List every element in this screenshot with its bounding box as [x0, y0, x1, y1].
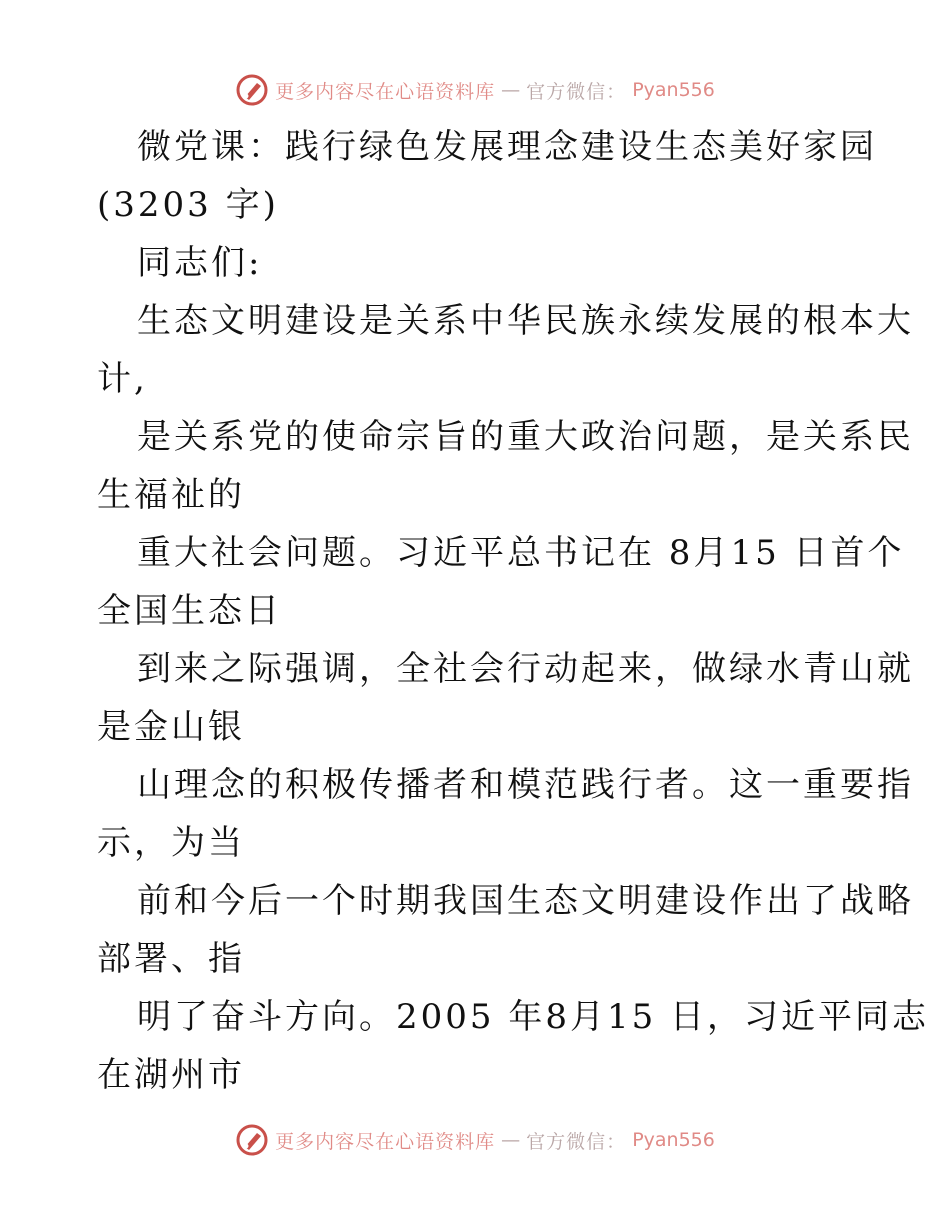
document-body	[97, 118, 930, 1104]
text-line: 前和今后一个时期我国生态文明建设作出了战略	[137, 881, 914, 921]
text-line: 是关系党的使命宗旨的重大政治问题，是关系民	[137, 417, 914, 457]
watermark-handle: Pyan556	[632, 1129, 715, 1151]
text-line: 部署、指	[97, 939, 245, 979]
pen-logo-icon	[235, 73, 269, 107]
pen-logo-icon	[235, 1123, 269, 1157]
text-line: 是金山银	[97, 707, 245, 747]
text-line: 生福祉的	[97, 475, 245, 515]
watermark-footer	[0, 1120, 950, 1160]
text-line: 到来之际强调，全社会行动起来，做绿水青山就	[137, 649, 914, 689]
text-line: 计,	[97, 359, 148, 399]
text-line: 示，为当	[97, 823, 245, 863]
watermark-separator: —	[501, 1129, 521, 1151]
text-line: 重大社会问题。习近平总书记在 8月15 日首个	[137, 533, 905, 573]
text-line: 全国生态日	[97, 591, 282, 631]
text-line: 明了奋斗方向。2005 年8月15 日，习近平同志	[137, 997, 930, 1037]
text-line: (3203 字)	[97, 185, 279, 225]
text-line: 生态文明建设是关系中华民族永续发展的根本大	[137, 301, 914, 341]
watermark-main-text: 更多内容尽在心语资料库	[275, 1130, 496, 1153]
watermark-header	[0, 70, 950, 110]
watermark-tail-text: 官方微信：	[526, 80, 627, 103]
watermark-tail-text: 官方微信：	[526, 1130, 627, 1153]
text-line: 在湖州市	[97, 1055, 245, 1095]
text-line: 山理念的积极传播者和模范践行者。这一重要指	[137, 765, 914, 805]
watermark-handle: Pyan556	[632, 79, 715, 101]
watermark-main-text: 更多内容尽在心语资料库	[275, 80, 496, 103]
text-line: 同志们:	[137, 243, 263, 283]
watermark-separator: —	[501, 79, 521, 101]
document-title-line: 微党课：践行绿色发展理念建设生态美好家园	[137, 127, 877, 167]
